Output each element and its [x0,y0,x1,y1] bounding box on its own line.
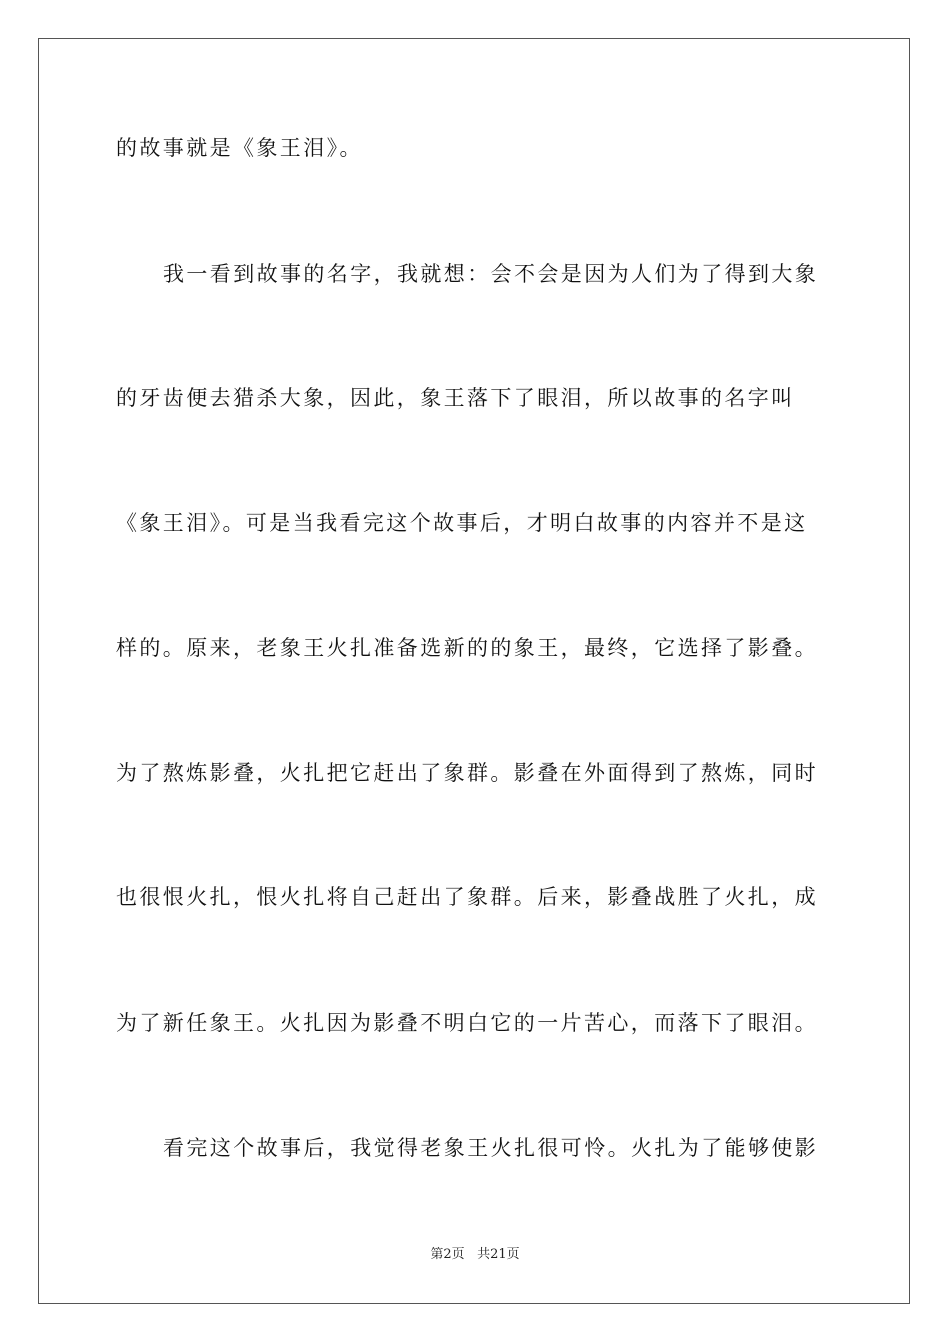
text-line: 的故事就是《象王泪》。 [116,136,363,160]
text-line: 《象王泪》。可是当我看完这个故事后，才明白故事的内容并不是这 [116,511,808,535]
page-number: 第2页 [430,1247,465,1262]
text-line: 的牙齿便去猎杀大象，因此，象王落下了眼泪，所以故事的名字叫 [116,386,795,410]
page-total: 共21页 [477,1247,520,1262]
text-line: 也很恨火扎，恨火扎将自己赶出了象群。后来，影叠战胜了火扎，成 [116,885,818,909]
page-border [38,38,910,1304]
paragraph-start-line: 我一看到故事的名字，我就想：会不会是因为人们为了得到大象 [163,262,819,286]
text-line: 为了新任象王。火扎因为影叠不明白它的一片苦心，而落下了眼泪。 [116,1011,818,1035]
paragraph-start-line: 看完这个故事后，我觉得老象王火扎很可怜。火扎为了能够使影 [163,1136,819,1160]
text-line: 为了熬炼影叠，火扎把它赶出了象群。影叠在外面得到了熬炼，同时 [116,761,818,785]
page-footer [0,1246,950,1264]
text-line: 样的。原来，老象王火扎准备选新的的象王，最终，它选择了影叠。 [116,636,818,660]
